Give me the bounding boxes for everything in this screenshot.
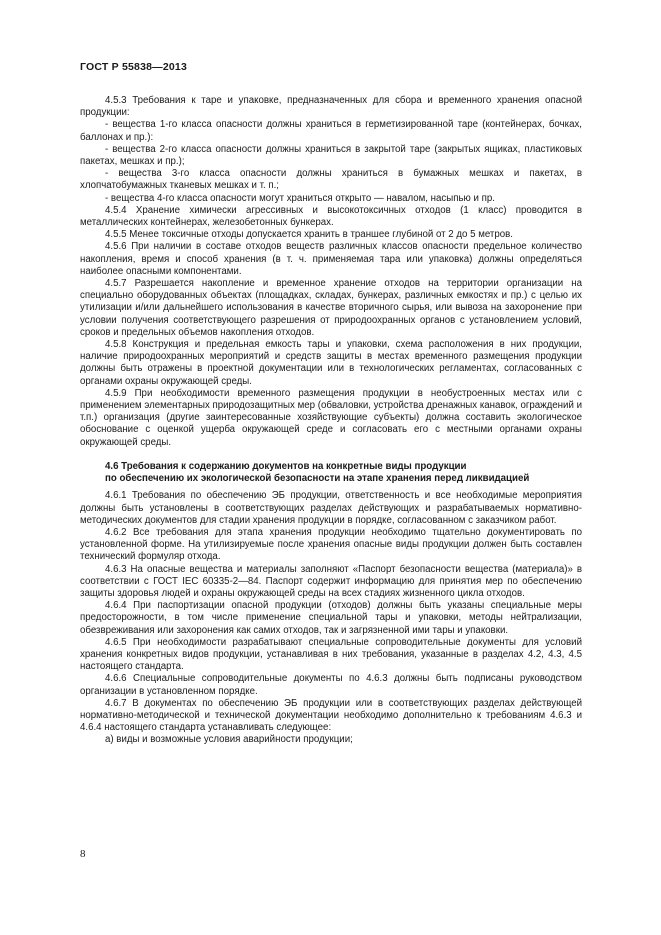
paragraph-4-6-2: 4.6.2 Все требования для этапа хранения продукции необходимо тщательно документировать по установленной форме. На утилизируемые после хранения опасные виды продукции должен быть составлен технический формуляр отхода. <box>80 526 582 563</box>
paragraph-4-5-3: 4.5.3 Требования к таре и упаковке, предназначенных для сбора и временного хранения опасной продукции: <box>80 95 582 119</box>
list-item-class-3: - вещества 3-го класса опасности должны храниться в бумажных мешках и пакетах, в хлопчатобумажных тканевых мешках и т. п.; <box>80 168 582 192</box>
paragraph-4-5-5: 4.5.5 Менее токсичные отходы допускается хранить в траншее глубиной от 2 до 5 метров. <box>105 229 513 241</box>
list-item-class-2: - вещества 2-го класса опасности должны храниться в закрытой таре (закрытых ящиках, пластиковых пакетах, мешках и пр.); <box>80 143 582 168</box>
paragraph-4-6-1: 4.6.1 Требования по обеспечению ЭБ продукции, ответственность и все необходимые мероприятия должны быть установлены в соответствующих разделах действующих и разрабатываемых нормативно-методических документов для стадии хранения продукции в порядке, согласованном с заказчиком работ. <box>80 490 582 526</box>
paragraph-4-5-4: 4.5.4 Хранение химически агрессивных и высокотоксичных отходов (1 класс) проводится в металлических контейнерах, железобетонных бункерах. <box>80 204 582 229</box>
list-item-class-1: - вещества 1-го класса опасности должны храниться в герметизированной таре (контейнерах, бочках, баллонах и пр.): <box>80 119 582 143</box>
paragraph-4-5-8: 4.5.8 Конструкция и предельная емкость тары и упаковки, схема расположения в них продукции, наличие природоохранных мероприятий и средств защиты в местах временного размещения продукции должны быть отражены в проектной документации или в технологических регламентах, согласованных с органами охраны окружающей среды. <box>80 339 582 387</box>
section-title-4-6-line1: 4.6 Требования к содержанию документов на конкретные виды продукции <box>105 460 467 472</box>
list-item-class-4: - вещества 4-го класса опасности могут храниться открыто — навалом, насыпью и пр. <box>105 192 495 204</box>
paragraph-4-6-5: 4.6.5 При необходимости разрабатывают специальные сопроводительные документы для условий хранения конкретных видов продукции, устанавливая в них требования, указанные в разделах 4.2, 4.3, 4.5 настоящего стандарта. <box>80 636 582 673</box>
paragraph-4-6-7: 4.6.7 В документах по обеспечению ЭБ продукции или в соответствующих разделах действующей нормативно-методической и технической документации необходимо дополнительно к требованиям 4.6.3 и 4.6.4 настоящего стандарта устанавливать следующее: <box>80 697 582 734</box>
section-title-4-6-line2: по обеспечению их экологической безопасности на этапе хранения перед ликвидацией <box>105 473 530 485</box>
page-number: 8 <box>80 848 86 860</box>
list-item-a: а) виды и возможные условия аварийности продукции; <box>105 734 353 746</box>
document-body <box>80 95 582 747</box>
paragraph-4-6-4: 4.6.4 При паспортизации опасной продукции (отходов) должны быть указаны специальные меры предосторожности, в том числе применение специальной тары и упаковки, методы нейтрализации, обезвреживания или захоронения как самих отходов, так и загрязненной ими тары и упаковки. <box>80 600 582 636</box>
paragraph-4-5-7: 4.5.7 Разрешается накопление и временное хранение отходов на территории организации на специально оборудованных объектах (площадках, складах, бункерах, различных емкостях и пр.) с целью их утилизации и/или дальнейшего использования в качестве вторичного сырья, или вывоза на захоронение при условии получения соответствующего разрешения от природоохранных органов с установлением условий, сроков и предельных объемов накопления отходов. <box>80 278 582 338</box>
paragraph-4-6-3: 4.6.3 На опасные вещества и материалы заполняют «Паспорт безопасности вещества (материала)» в соответствии с ГОСТ IEC 60335-2—84. Паспорт содержит информацию для принятия мер по обеспечению защиты здоровья людей и охраны окружающей среды на всех стадиях жизненного цикла отходов. <box>80 563 582 599</box>
document-header: ГОСТ Р 55838—2013 <box>80 61 188 73</box>
paragraph-4-5-9: 4.5.9 При необходимости временного размещения продукции в необустроенных местах или с применением элементарных природозащитных мер (обваловки, устройства дренажных канавок, ограждений и т.п.) организация (другие заинтересованные хозяйствующие субъекты) должна составить экологическое обоснование с оценкой ущерба окружающей среде и согласовать его с местными органами охраны окружающей среды. <box>80 387 582 448</box>
paragraph-4-6-6: 4.6.6 Специальные сопроводительные документы по 4.6.3 должны быть подписаны руководством организации в установленном порядке. <box>80 673 582 697</box>
paragraph-4-5-6: 4.5.6 При наличии в составе отходов веществ различных классов опасности предельное количество накопления, время и способ хранения (в т. ч. применяемая тара или упаковка) должны определяться наиболее опасными компонентами. <box>80 241 582 277</box>
